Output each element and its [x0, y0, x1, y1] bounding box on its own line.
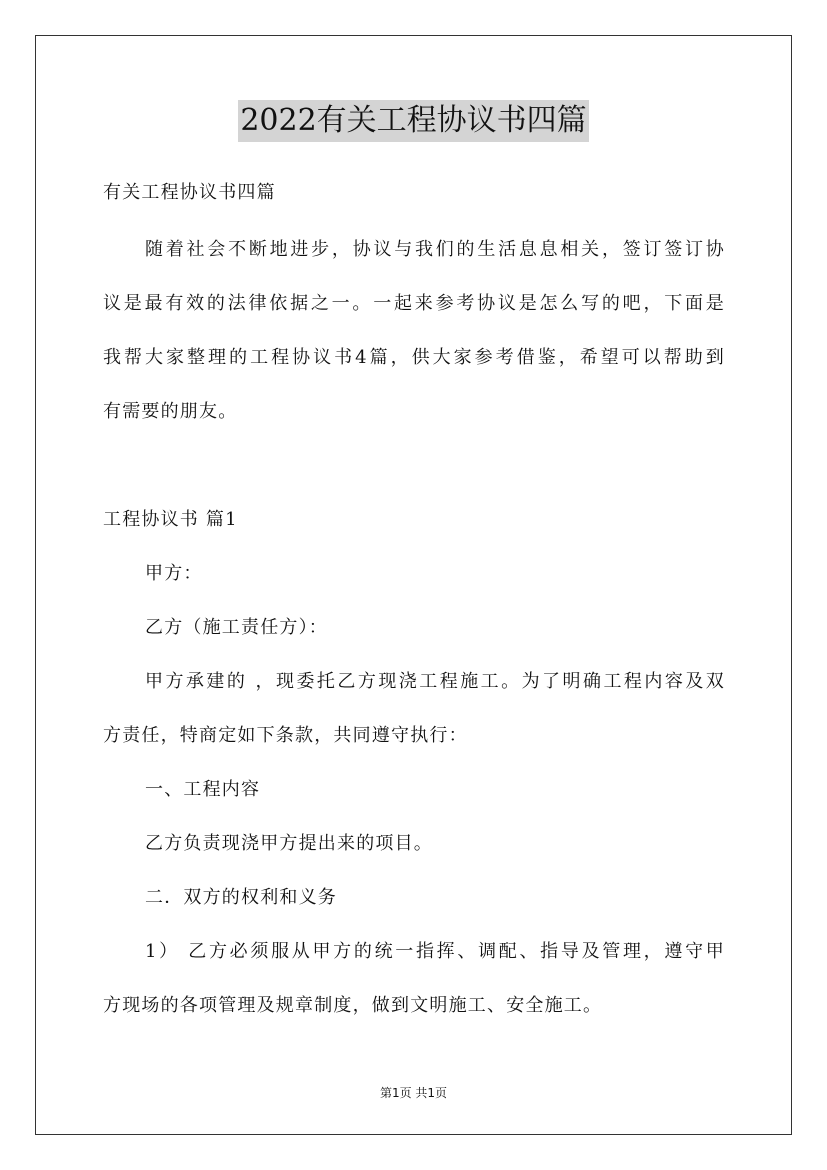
party-a-line: 甲方：: [145, 563, 203, 584]
clause-heading: 一、工程内容: [145, 779, 261, 800]
paragraph-line: 1） 乙方必须服从甲方的统一指挥、调配、指导及管理，遵守甲: [145, 941, 725, 962]
paragraph-line: 随着社会不断地进步，协议与我们的生活息息相关，签订签订协: [145, 239, 725, 260]
paragraph-line: 甲方承建的 ，现委托乙方现浇工程施工。为了明确工程内容及双: [145, 671, 725, 692]
subtitle: 有关工程协议书四篇: [103, 182, 276, 203]
clause-heading: 二．双方的权利和义务: [145, 887, 337, 908]
title-container: [0, 100, 827, 142]
paragraph-line: 有需要的朋友。: [103, 401, 238, 422]
paragraph-line: 方现场的各项管理及规章制度，做到文明施工、安全施工。: [103, 995, 603, 1016]
page-footer: 第1页 共1页: [379, 1086, 448, 1100]
paragraph-line: 我帮大家整理的工程协议书4篇，供大家参考借鉴，希望可以帮助到: [103, 347, 725, 368]
document-title: 2022有关工程协议书四篇: [238, 100, 588, 142]
section-heading: 工程协议书 篇1: [103, 509, 238, 530]
paragraph-line: 乙方负责现浇甲方提出来的项目。: [145, 833, 433, 854]
party-b-line: 乙方（施工责任方）：: [145, 617, 328, 638]
paragraph-line: 方责任，特商定如下条款，共同遵守执行：: [103, 725, 468, 746]
paragraph-line: 议是最有效的法律依据之一。一起来参考协议是怎么写的吧，下面是: [103, 293, 725, 314]
